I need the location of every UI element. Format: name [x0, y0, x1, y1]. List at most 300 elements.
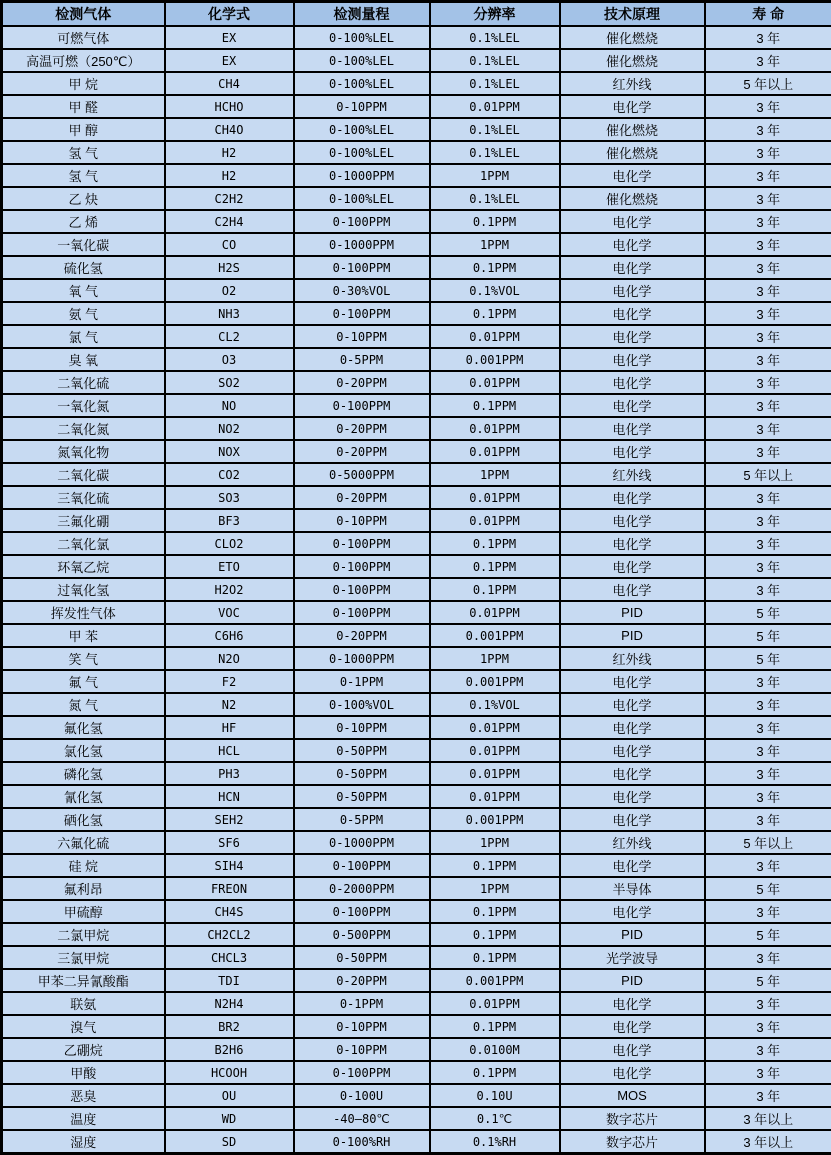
table-cell: 氯 气	[2, 325, 165, 348]
table-cell: 3 年	[705, 233, 831, 256]
table-cell: 0.01PPM	[430, 992, 560, 1015]
table-cell: 0.1PPM	[430, 900, 560, 923]
table-cell: NH3	[165, 302, 294, 325]
table-cell: 0.001PPM	[430, 808, 560, 831]
table-cell: 3 年	[705, 670, 831, 693]
table-cell: 电化学	[560, 693, 705, 716]
column-header: 检测气体	[2, 2, 165, 27]
table-cell: PID	[560, 601, 705, 624]
table-cell: 0-100PPM	[294, 900, 430, 923]
table-cell: C6H6	[165, 624, 294, 647]
table-cell: 数字芯片	[560, 1130, 705, 1154]
table-cell: 电化学	[560, 210, 705, 233]
table-cell: 电化学	[560, 555, 705, 578]
column-header: 检测量程	[294, 2, 430, 27]
table-row	[2, 233, 831, 256]
table-cell: 1PPM	[430, 463, 560, 486]
table-cell: FREON	[165, 877, 294, 900]
table-cell: 0.1%LEL	[430, 26, 560, 49]
table-cell: 电化学	[560, 716, 705, 739]
table-row	[2, 785, 831, 808]
table-cell: 电化学	[560, 440, 705, 463]
table-cell: 0.1PPM	[430, 923, 560, 946]
table-cell: 0.001PPM	[430, 348, 560, 371]
table-cell: 三氧化硫	[2, 486, 165, 509]
table-cell: 0.001PPM	[430, 670, 560, 693]
table-cell: 电化学	[560, 762, 705, 785]
table-cell: N2H4	[165, 992, 294, 1015]
table-cell: 过氧化氢	[2, 578, 165, 601]
table-cell: 5 年以上	[705, 831, 831, 854]
table-cell: 磷化氢	[2, 762, 165, 785]
table-cell: 红外线	[560, 647, 705, 670]
table-row	[2, 509, 831, 532]
table-cell: 恶臭	[2, 1084, 165, 1107]
table-row	[2, 831, 831, 854]
table-row	[2, 394, 831, 417]
table-cell: 0-5PPM	[294, 808, 430, 831]
table-row	[2, 463, 831, 486]
table-cell: 电化学	[560, 164, 705, 187]
table-cell: 二氧化氯	[2, 532, 165, 555]
table-cell: 电化学	[560, 739, 705, 762]
table-row	[2, 739, 831, 762]
table-cell: 乙 炔	[2, 187, 165, 210]
table-cell: 5 年	[705, 923, 831, 946]
table-cell: 0.01PPM	[430, 440, 560, 463]
table-cell: HCL	[165, 739, 294, 762]
table-cell: 甲苯二异氰酸酯	[2, 969, 165, 992]
table-row	[2, 1084, 831, 1107]
table-cell: 联氨	[2, 992, 165, 1015]
table-row	[2, 1130, 831, 1154]
table-cell: CH4	[165, 72, 294, 95]
table-cell: 0-100PPM	[294, 256, 430, 279]
table-cell: 0-20PPM	[294, 371, 430, 394]
table-cell: 0.1PPM	[430, 946, 560, 969]
table-cell: 0-100PPM	[294, 394, 430, 417]
table-cell: CO	[165, 233, 294, 256]
table-row	[2, 417, 831, 440]
table-cell: 3 年	[705, 394, 831, 417]
table-cell: 0-100%LEL	[294, 72, 430, 95]
table-cell: 电化学	[560, 532, 705, 555]
table-cell: 电化学	[560, 785, 705, 808]
table-cell: 3 年	[705, 716, 831, 739]
table-cell: PID	[560, 969, 705, 992]
table-row	[2, 26, 831, 49]
table-row	[2, 371, 831, 394]
table-cell: 硫化氢	[2, 256, 165, 279]
table-cell: 氟 气	[2, 670, 165, 693]
table-row	[2, 555, 831, 578]
table-cell: 电化学	[560, 1015, 705, 1038]
table-row	[2, 1061, 831, 1084]
table-cell: N2	[165, 693, 294, 716]
table-cell: 3 年	[705, 509, 831, 532]
table-row	[2, 72, 831, 95]
table-cell: 溴气	[2, 1015, 165, 1038]
table-cell: CL2	[165, 325, 294, 348]
table-cell: 氟利昂	[2, 877, 165, 900]
table-cell: 3 年以上	[705, 1107, 831, 1130]
table-row	[2, 992, 831, 1015]
table-cell: 电化学	[560, 1038, 705, 1061]
table-cell: 电化学	[560, 279, 705, 302]
table-cell: 0.1℃	[430, 1107, 560, 1130]
table-cell: 0.01PPM	[430, 716, 560, 739]
table-cell: 电化学	[560, 1061, 705, 1084]
table-cell: 催化燃烧	[560, 187, 705, 210]
table-cell: OU	[165, 1084, 294, 1107]
table-cell: 电化学	[560, 256, 705, 279]
table-cell: 0.01PPM	[430, 95, 560, 118]
table-cell: 0.0100M	[430, 1038, 560, 1061]
table-row	[2, 762, 831, 785]
table-cell: 3 年	[705, 49, 831, 72]
table-cell: SO3	[165, 486, 294, 509]
table-cell: 3 年	[705, 187, 831, 210]
table-row	[2, 647, 831, 670]
table-cell: 高温可燃（250℃）	[2, 49, 165, 72]
table-cell: 0.1%LEL	[430, 49, 560, 72]
table-cell: 3 年	[705, 210, 831, 233]
table-cell: 0.01PPM	[430, 417, 560, 440]
table-cell: 电化学	[560, 95, 705, 118]
table-cell: 0.01PPM	[430, 371, 560, 394]
table-cell: 红外线	[560, 831, 705, 854]
table-cell: 0-10PPM	[294, 716, 430, 739]
table-cell: 0.1PPM	[430, 210, 560, 233]
table-cell: 5 年	[705, 877, 831, 900]
table-cell: 0-50PPM	[294, 762, 430, 785]
table-cell: 甲 苯	[2, 624, 165, 647]
table-row	[2, 348, 831, 371]
table-row	[2, 118, 831, 141]
table-cell: CHCL3	[165, 946, 294, 969]
table-row	[2, 1038, 831, 1061]
table-cell: 0-1000PPM	[294, 164, 430, 187]
table-row	[2, 325, 831, 348]
table-row	[2, 95, 831, 118]
table-cell: 0-10PPM	[294, 1038, 430, 1061]
table-cell: 5 年	[705, 969, 831, 992]
table-cell: B2H6	[165, 1038, 294, 1061]
table-cell: 电化学	[560, 371, 705, 394]
table-cell: 3 年	[705, 900, 831, 923]
table-cell: 电化学	[560, 854, 705, 877]
table-cell: 红外线	[560, 463, 705, 486]
table-cell: 0.1PPM	[430, 555, 560, 578]
table-cell: 电化学	[560, 509, 705, 532]
table-cell: 1PPM	[430, 831, 560, 854]
table-cell: 湿度	[2, 1130, 165, 1154]
table-cell: 3 年	[705, 992, 831, 1015]
table-row	[2, 210, 831, 233]
table-cell: 0-20PPM	[294, 969, 430, 992]
table-cell: F2	[165, 670, 294, 693]
table-row	[2, 141, 831, 164]
table-row	[2, 578, 831, 601]
table-cell: 0-1000PPM	[294, 647, 430, 670]
table-cell: 0-100PPM	[294, 578, 430, 601]
table-cell: 0-50PPM	[294, 946, 430, 969]
table-cell: 3 年	[705, 555, 831, 578]
table-cell: SF6	[165, 831, 294, 854]
table-cell: 氢 气	[2, 141, 165, 164]
table-cell: 0-5PPM	[294, 348, 430, 371]
table-cell: 0.1%RH	[430, 1130, 560, 1154]
table-cell: 0.001PPM	[430, 624, 560, 647]
table-cell: 3 年	[705, 808, 831, 831]
table-cell: 0.01PPM	[430, 762, 560, 785]
table-cell: 二氧化碳	[2, 463, 165, 486]
table-cell: PID	[560, 624, 705, 647]
table-cell: 电化学	[560, 900, 705, 923]
table-cell: H2S	[165, 256, 294, 279]
table-row	[2, 164, 831, 187]
table-cell: 可燃气体	[2, 26, 165, 49]
table-cell: 0.10U	[430, 1084, 560, 1107]
table-cell: 0-20PPM	[294, 486, 430, 509]
table-cell: 0.1PPM	[430, 854, 560, 877]
table-cell: VOC	[165, 601, 294, 624]
table-cell: 3 年	[705, 693, 831, 716]
table-cell: 环氧乙烷	[2, 555, 165, 578]
table-row	[2, 877, 831, 900]
table-cell: C2H4	[165, 210, 294, 233]
table-cell: 3 年	[705, 118, 831, 141]
table-cell: 3 年	[705, 739, 831, 762]
table-row	[2, 187, 831, 210]
table-cell: 0.1%LEL	[430, 141, 560, 164]
table-cell: 0-20PPM	[294, 417, 430, 440]
table-cell: 0.1PPM	[430, 302, 560, 325]
table-cell: 氮 气	[2, 693, 165, 716]
table-cell: 二氧化氮	[2, 417, 165, 440]
table-row	[2, 1107, 831, 1130]
table-cell: CH2CL2	[165, 923, 294, 946]
table-cell: 二氯甲烷	[2, 923, 165, 946]
table-cell: 催化燃烧	[560, 118, 705, 141]
table-cell: 3 年	[705, 762, 831, 785]
table-cell: 5 年	[705, 647, 831, 670]
table-cell: 0.1PPM	[430, 394, 560, 417]
table-cell: O3	[165, 348, 294, 371]
table-cell: 3 年	[705, 1038, 831, 1061]
table-cell: 0-1PPM	[294, 992, 430, 1015]
column-header: 分辨率	[430, 2, 560, 27]
table-cell: 3 年	[705, 417, 831, 440]
table-cell: 3 年	[705, 440, 831, 463]
table-cell: CH4O	[165, 118, 294, 141]
table-cell: 0.01PPM	[430, 325, 560, 348]
table-cell: 0.001PPM	[430, 969, 560, 992]
table-cell: 电化学	[560, 992, 705, 1015]
table-cell: N2O	[165, 647, 294, 670]
table-row	[2, 854, 831, 877]
table-cell: 数字芯片	[560, 1107, 705, 1130]
table-cell: 3 年	[705, 1061, 831, 1084]
table-cell: 乙硼烷	[2, 1038, 165, 1061]
table-cell: 0-10PPM	[294, 509, 430, 532]
table-cell: 3 年	[705, 164, 831, 187]
table-cell: 3 年	[705, 302, 831, 325]
table-cell: 电化学	[560, 417, 705, 440]
table-cell: 0-100PPM	[294, 854, 430, 877]
table-cell: 甲 醛	[2, 95, 165, 118]
table-cell: 0.1%LEL	[430, 118, 560, 141]
table-cell: 3 年	[705, 348, 831, 371]
table-row	[2, 532, 831, 555]
table-cell: C2H2	[165, 187, 294, 210]
table-cell: 5 年以上	[705, 72, 831, 95]
table-cell: 电化学	[560, 302, 705, 325]
table-cell: HF	[165, 716, 294, 739]
table-cell: 三氟化硼	[2, 509, 165, 532]
table-cell: 3 年	[705, 486, 831, 509]
table-cell: 电化学	[560, 233, 705, 256]
table-cell: WD	[165, 1107, 294, 1130]
table-cell: 电化学	[560, 670, 705, 693]
table-cell: 3 年	[705, 325, 831, 348]
table-cell: 0-100U	[294, 1084, 430, 1107]
table-cell: 3 年	[705, 578, 831, 601]
table-cell: 3 年	[705, 371, 831, 394]
table-cell: 催化燃烧	[560, 49, 705, 72]
table-cell: 0.1PPM	[430, 1015, 560, 1038]
table-cell: 0-100PPM	[294, 601, 430, 624]
table-cell: O2	[165, 279, 294, 302]
table-cell: 0.1%VOL	[430, 693, 560, 716]
table-cell: CH4S	[165, 900, 294, 923]
table-cell: BR2	[165, 1015, 294, 1038]
table-cell: 0.1%VOL	[430, 279, 560, 302]
table-cell: H2	[165, 164, 294, 187]
table-row	[2, 670, 831, 693]
table-cell: 甲 烷	[2, 72, 165, 95]
table-cell: 5 年以上	[705, 463, 831, 486]
table-cell: NO2	[165, 417, 294, 440]
table-cell: 硒化氢	[2, 808, 165, 831]
table-cell: 5 年	[705, 624, 831, 647]
table-cell: 温度	[2, 1107, 165, 1130]
table-cell: SD	[165, 1130, 294, 1154]
table-cell: SO2	[165, 371, 294, 394]
table-cell: 氮氧化物	[2, 440, 165, 463]
table-cell: 0.01PPM	[430, 601, 560, 624]
table-cell: 3 年	[705, 1015, 831, 1038]
table-row	[2, 969, 831, 992]
table-cell: 0.01PPM	[430, 739, 560, 762]
table-cell: 0-10PPM	[294, 325, 430, 348]
table-cell: MOS	[560, 1084, 705, 1107]
table-cell: 0.01PPM	[430, 509, 560, 532]
table-row	[2, 601, 831, 624]
table-row	[2, 624, 831, 647]
table-cell: 3 年	[705, 785, 831, 808]
table-cell: 3 年	[705, 854, 831, 877]
table-cell: 笑 气	[2, 647, 165, 670]
table-cell: 光学波导	[560, 946, 705, 969]
table-cell: 氢 气	[2, 164, 165, 187]
column-header: 寿 命	[705, 2, 831, 27]
table-row	[2, 302, 831, 325]
table-cell: 电化学	[560, 808, 705, 831]
table-cell: 1PPM	[430, 164, 560, 187]
table-cell: 0.01PPM	[430, 486, 560, 509]
table-cell: 催化燃烧	[560, 26, 705, 49]
table-cell: 0-100%LEL	[294, 26, 430, 49]
table-cell: 3 年	[705, 279, 831, 302]
table-cell: 0-100%LEL	[294, 187, 430, 210]
table-row	[2, 256, 831, 279]
table-cell: 甲酸	[2, 1061, 165, 1084]
table-cell: 臭 氧	[2, 348, 165, 371]
table-cell: 3 年	[705, 256, 831, 279]
table-row	[2, 486, 831, 509]
table-cell: PID	[560, 923, 705, 946]
table-cell: HCHO	[165, 95, 294, 118]
table-cell: HCN	[165, 785, 294, 808]
table-row	[2, 693, 831, 716]
table-cell: 半导体	[560, 877, 705, 900]
table-cell: 0-100PPM	[294, 532, 430, 555]
table-cell: 5 年	[705, 601, 831, 624]
table-cell: 0.1PPM	[430, 1061, 560, 1084]
column-header: 技术原理	[560, 2, 705, 27]
table-cell: ETO	[165, 555, 294, 578]
table-cell: 0-20PPM	[294, 624, 430, 647]
table-row	[2, 49, 831, 72]
table-cell: 0-10PPM	[294, 1015, 430, 1038]
table-cell: 0-100PPM	[294, 210, 430, 233]
table-cell: EX	[165, 26, 294, 49]
table-cell: 3 年	[705, 26, 831, 49]
table-cell: 0-1000PPM	[294, 831, 430, 854]
table-cell: 0.1PPM	[430, 256, 560, 279]
table-cell: CLO2	[165, 532, 294, 555]
table-cell: 3 年	[705, 946, 831, 969]
table-cell: H2O2	[165, 578, 294, 601]
table-cell: 1PPM	[430, 647, 560, 670]
table-cell: 0-1PPM	[294, 670, 430, 693]
table-cell: 0-1000PPM	[294, 233, 430, 256]
table-cell: 3 年	[705, 1084, 831, 1107]
table-row	[2, 440, 831, 463]
table-cell: NOX	[165, 440, 294, 463]
table-cell: 电化学	[560, 578, 705, 601]
column-header: 化学式	[165, 2, 294, 27]
table-row	[2, 946, 831, 969]
table-cell: 一氧化氮	[2, 394, 165, 417]
table-cell: 3 年	[705, 532, 831, 555]
table-cell: 0-5000PPM	[294, 463, 430, 486]
table-cell: EX	[165, 49, 294, 72]
table-cell: 0-50PPM	[294, 785, 430, 808]
table-cell: 硅 烷	[2, 854, 165, 877]
table-cell: 甲硫醇	[2, 900, 165, 923]
table-cell: PH3	[165, 762, 294, 785]
table-cell: 0.1%LEL	[430, 187, 560, 210]
table-cell: 3 年	[705, 141, 831, 164]
table-cell: 0-100%LEL	[294, 141, 430, 164]
table-cell: 氨 气	[2, 302, 165, 325]
table-cell: SIH4	[165, 854, 294, 877]
table-cell: 1PPM	[430, 877, 560, 900]
table-row	[2, 900, 831, 923]
table-cell: TDI	[165, 969, 294, 992]
